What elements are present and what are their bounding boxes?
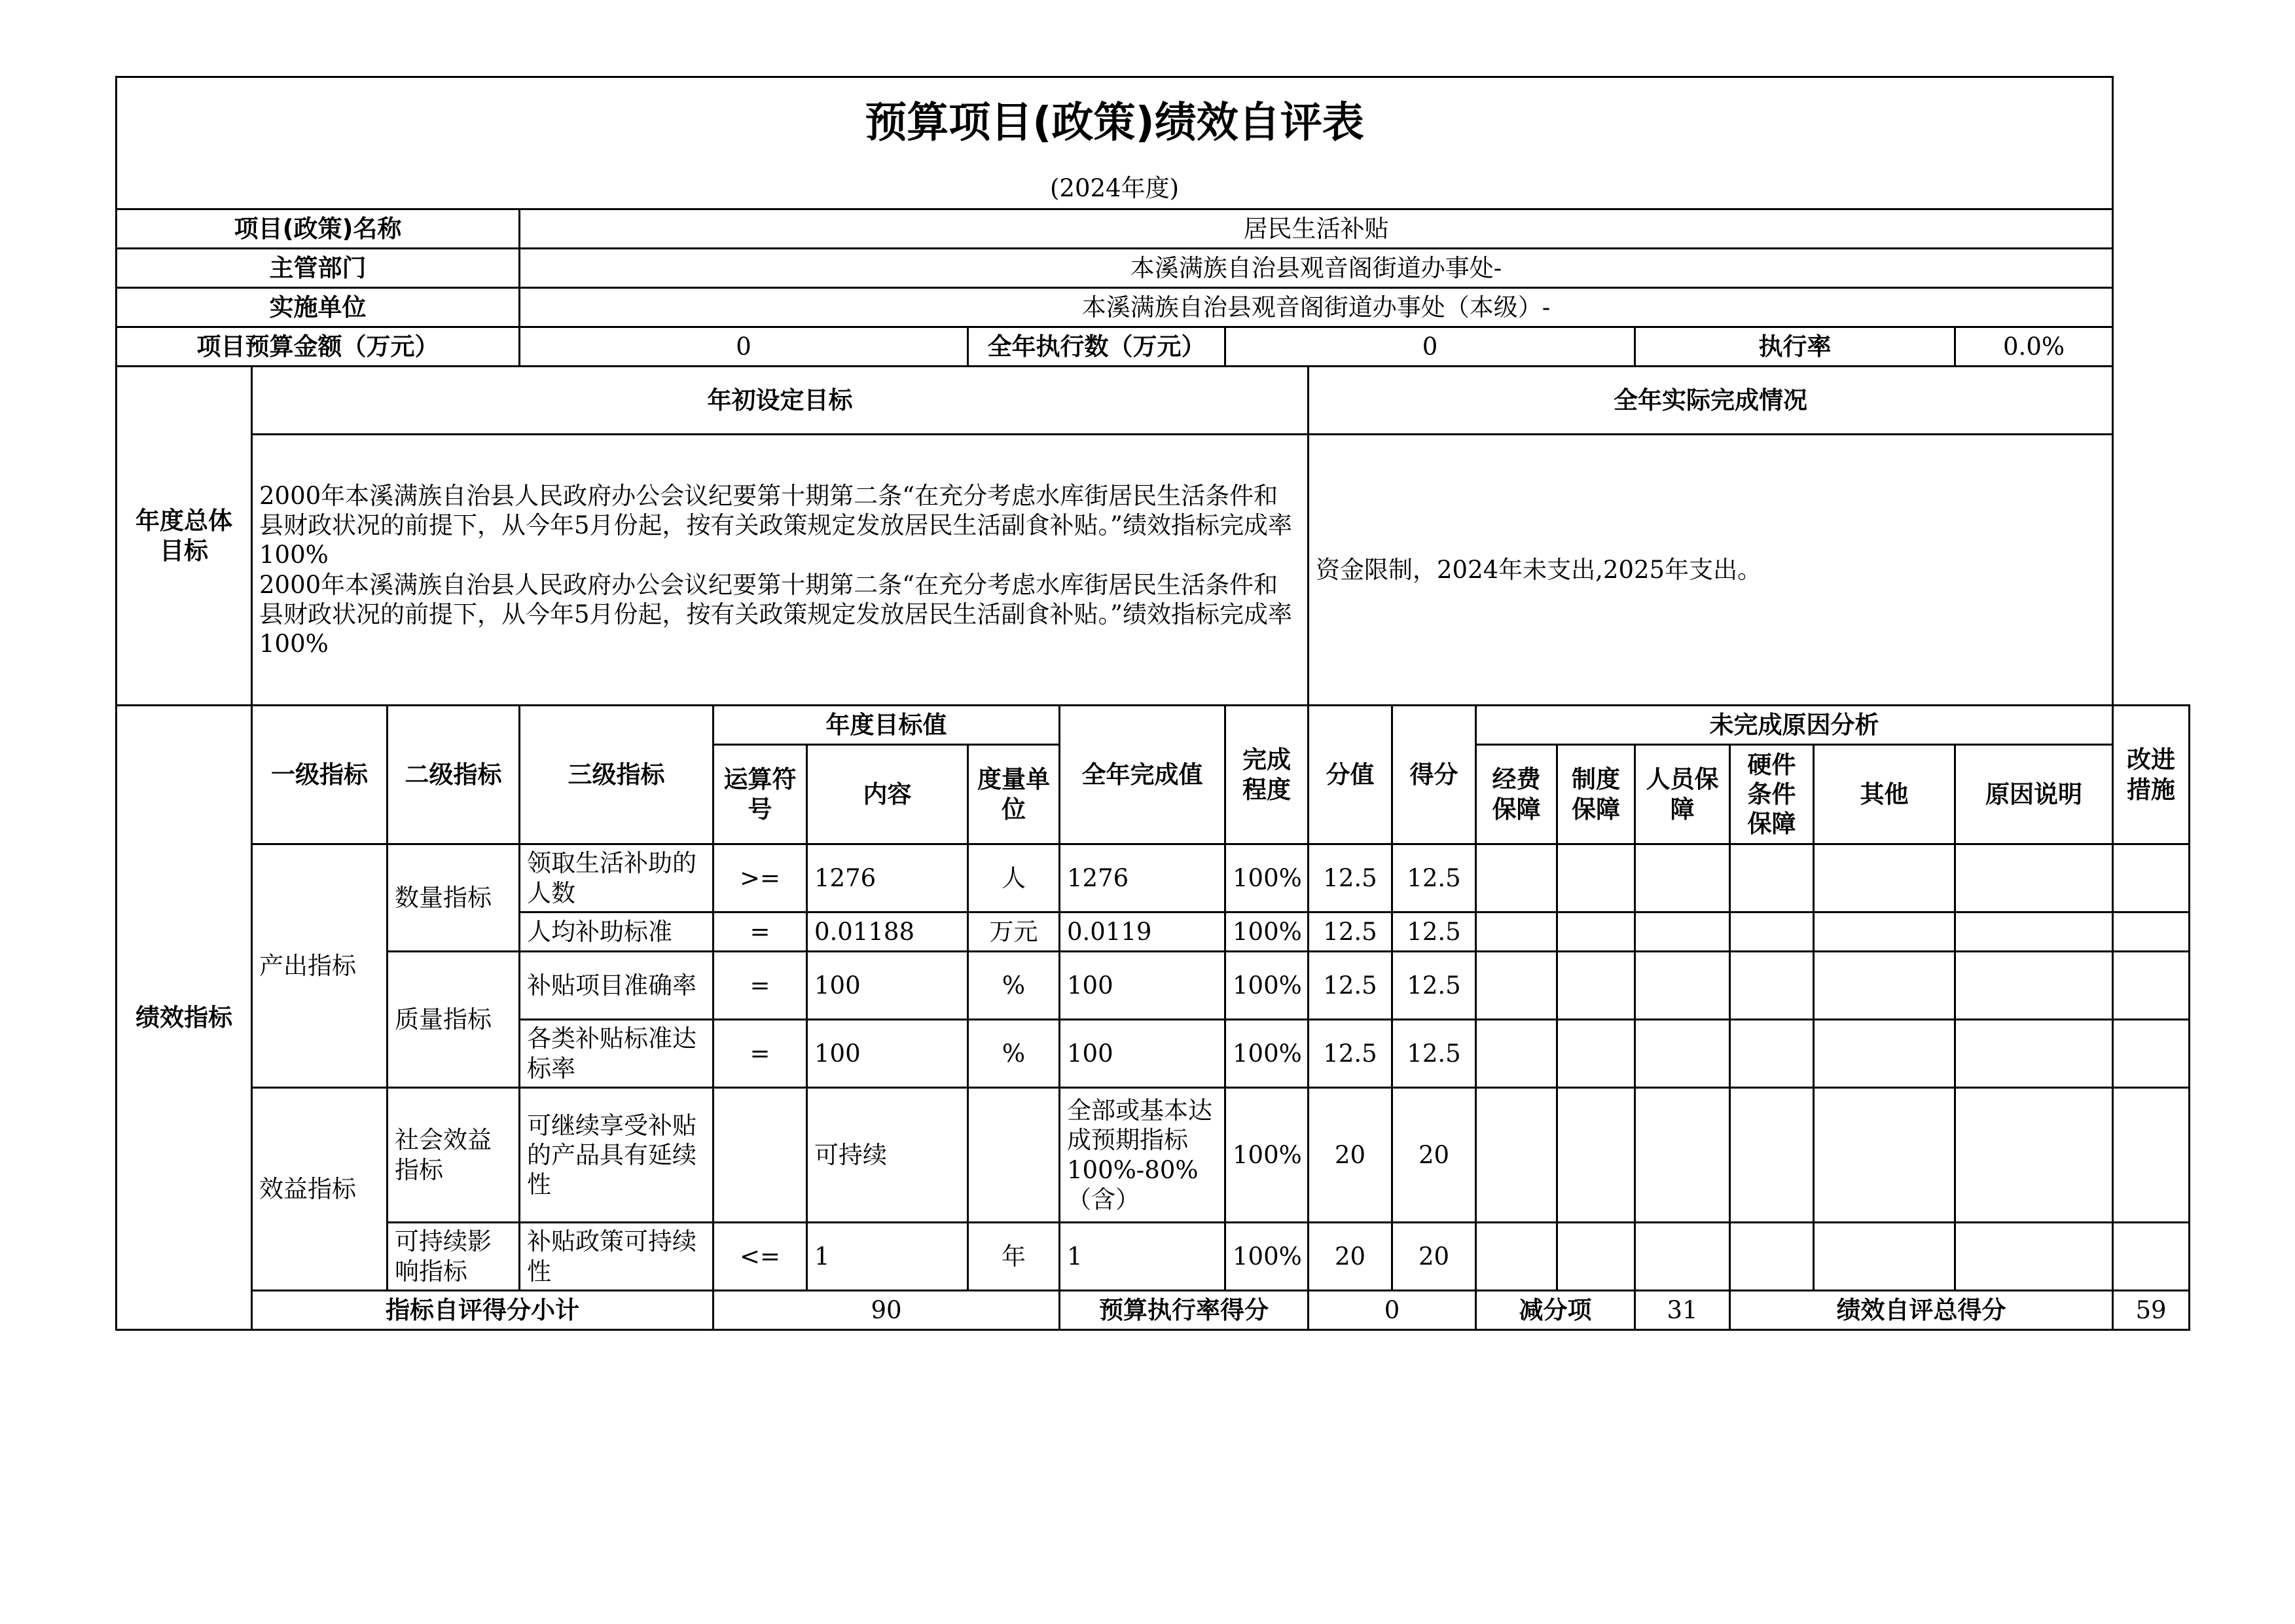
exec-value: 0 xyxy=(1225,327,1635,367)
header-content: 内容 xyxy=(807,745,968,844)
reason-cell xyxy=(1814,952,1955,1020)
initial-goal-text xyxy=(252,435,1309,706)
indicator-value: 12.5 xyxy=(1309,1020,1392,1088)
indicator-done: 1276 xyxy=(1060,844,1225,912)
subtotal-value: 90 xyxy=(714,1291,1060,1330)
indicator-op: <= xyxy=(714,1223,807,1291)
indicator-name: 补贴政策可持续性 xyxy=(520,1223,714,1291)
reason-cell xyxy=(1814,1088,1955,1223)
improve-cell xyxy=(2113,912,2190,952)
actual-text: 资金限制，2024年未支出,2025年支出。 xyxy=(1309,435,2113,706)
reason-cell xyxy=(1730,1223,1814,1291)
group-quality: 质量指标 xyxy=(388,952,520,1088)
reason-cell xyxy=(1955,952,2113,1020)
reason-cell xyxy=(1730,1088,1814,1223)
indicator-unit: 年 xyxy=(968,1223,1060,1291)
improve-cell xyxy=(2113,844,2190,912)
improve-cell xyxy=(2113,1020,2190,1088)
header-target-group: 年度目标值 xyxy=(714,706,1060,745)
perf-label: 绩效指标 xyxy=(117,706,252,1330)
group-quantity: 数量指标 xyxy=(388,844,520,952)
indicator-unit: 万元 xyxy=(968,912,1060,952)
indicator-op: = xyxy=(714,952,807,1020)
indicator-content: 100 xyxy=(807,952,968,1020)
reason-cell xyxy=(1955,1020,2113,1088)
indicator-score: 12.5 xyxy=(1392,1020,1476,1088)
indicator-done: 全部或基本达成预期指标100%-80%（含） xyxy=(1060,1088,1225,1223)
group-sustain: 可持续影响指标 xyxy=(388,1223,520,1291)
header-other: 其他 xyxy=(1814,745,1955,844)
improve-cell xyxy=(2113,1223,2190,1291)
project-name: 居民生活补贴 xyxy=(520,209,2113,249)
rate-value: 0.0% xyxy=(1955,327,2113,367)
reason-cell xyxy=(1557,912,1635,952)
actual-header: 全年实际完成情况 xyxy=(1309,367,2113,435)
indicator-op: >= xyxy=(714,844,807,912)
indicator-name: 人均补助标准 xyxy=(520,912,714,952)
reason-cell xyxy=(1476,844,1557,912)
unit-label: 实施单位 xyxy=(117,288,520,327)
indicator-value: 20 xyxy=(1309,1223,1392,1291)
header-level2: 二级指标 xyxy=(388,706,520,844)
budget-score-label: 预算执行率得分 xyxy=(1060,1291,1309,1330)
header-fund: 经费保障 xyxy=(1476,745,1557,844)
indicator-value: 12.5 xyxy=(1309,952,1392,1020)
budget-score-value: 0 xyxy=(1309,1291,1476,1330)
header-score: 得分 xyxy=(1392,706,1476,844)
header-staff: 人员保障 xyxy=(1635,745,1730,844)
indicator-content: 1 xyxy=(807,1223,968,1291)
reason-cell xyxy=(1730,1020,1814,1088)
indicator-name: 领取生活补助的人数 xyxy=(520,844,714,912)
header-degree: 完成程度 xyxy=(1225,706,1309,844)
header-op: 运算符号 xyxy=(714,745,807,844)
group-benefit: 效益指标 xyxy=(252,1088,388,1291)
reason-cell xyxy=(1814,1020,1955,1088)
improve-cell xyxy=(2113,1088,2190,1223)
indicator-unit: % xyxy=(968,1020,1060,1088)
header-improve: 改进措施 xyxy=(2113,706,2190,844)
indicator-name: 补贴项目准确率 xyxy=(520,952,714,1020)
project-name-label: 项目(政策)名称 xyxy=(117,209,520,249)
header-reason-group: 未完成原因分析 xyxy=(1476,706,2113,745)
indicator-value: 12.5 xyxy=(1309,912,1392,952)
reason-cell xyxy=(1476,1223,1557,1291)
indicator-degree: 100% xyxy=(1225,1223,1309,1291)
header-reason-desc: 原因说明 xyxy=(1955,745,2113,844)
indicator-degree: 100% xyxy=(1225,952,1309,1020)
indicator-content: 100 xyxy=(807,1020,968,1088)
improve-cell xyxy=(2113,952,2190,1020)
budget-label: 项目预算金额（万元） xyxy=(117,327,520,367)
reason-cell xyxy=(1476,1088,1557,1223)
indicator-value: 20 xyxy=(1309,1088,1392,1223)
indicator-score: 12.5 xyxy=(1392,844,1476,912)
header-system: 制度保障 xyxy=(1557,745,1635,844)
reason-cell xyxy=(1955,844,2113,912)
reason-cell xyxy=(1635,952,1730,1020)
reason-cell xyxy=(1635,1088,1730,1223)
page-title: 预算项目(政策)绩效自评表 xyxy=(117,77,2113,169)
indicator-name: 可继续享受补贴的产品具有延续性 xyxy=(520,1088,714,1223)
reason-cell xyxy=(1955,1088,2113,1223)
annual-goal-label: 年度总体目标 xyxy=(117,367,252,706)
indicator-degree: 100% xyxy=(1225,844,1309,912)
exec-label: 全年执行数（万元） xyxy=(968,327,1225,367)
indicator-unit: 人 xyxy=(968,844,1060,912)
indicator-value: 12.5 xyxy=(1309,844,1392,912)
indicator-op: = xyxy=(714,912,807,952)
reason-cell xyxy=(1476,952,1557,1020)
fiscal-year: (2024年度) xyxy=(117,169,2113,209)
reason-cell xyxy=(1557,1020,1635,1088)
reason-cell xyxy=(1814,1223,1955,1291)
dept-value: 本溪满族自治县观音阁街道办事处- xyxy=(520,249,2113,288)
deduct-label: 减分项 xyxy=(1476,1291,1635,1330)
total-value: 59 xyxy=(2113,1291,2190,1330)
reason-cell xyxy=(1730,912,1814,952)
indicator-done: 100 xyxy=(1060,1020,1225,1088)
reason-cell xyxy=(1557,1223,1635,1291)
unit-value: 本溪满族自治县观音阁街道办事处（本级）- xyxy=(520,288,2113,327)
subtotal-label: 指标自评得分小计 xyxy=(252,1291,714,1330)
indicator-op: = xyxy=(714,1020,807,1088)
deduct-value: 31 xyxy=(1635,1291,1730,1330)
indicator-score: 20 xyxy=(1392,1088,1476,1223)
reason-cell xyxy=(1730,952,1814,1020)
reason-cell xyxy=(1814,844,1955,912)
reason-cell xyxy=(1557,952,1635,1020)
performance-table xyxy=(115,76,2190,1331)
header-hardware: 硬件条件保障 xyxy=(1730,745,1814,844)
reason-cell xyxy=(1476,1020,1557,1088)
total-label: 绩效自评总得分 xyxy=(1730,1291,2113,1330)
header-score-value: 分值 xyxy=(1309,706,1392,844)
header-level1: 一级指标 xyxy=(252,706,388,844)
goal-paragraph: 2000年本溪满族自治县人民政府办公会议纪要第十期第二条“在充分考虑水库街居民生活条件和县财政状况的前提下，从今年5月份起，按有关政策规定发放居民生活副食补贴。”绩效指标完成率100% xyxy=(259,570,1292,658)
reason-cell xyxy=(1814,912,1955,952)
indicator-content: 可持续 xyxy=(807,1088,968,1223)
indicator-score: 12.5 xyxy=(1392,912,1476,952)
indicator-degree: 100% xyxy=(1225,912,1309,952)
reason-cell xyxy=(1955,1223,2113,1291)
reason-cell xyxy=(1476,912,1557,952)
indicator-done: 0.0119 xyxy=(1060,912,1225,952)
indicator-name: 各类补贴标准达标率 xyxy=(520,1020,714,1088)
initial-goal-header: 年初设定目标 xyxy=(252,367,1309,435)
indicator-op xyxy=(714,1088,807,1223)
goal-paragraph: 2000年本溪满族自治县人民政府办公会议纪要第十期第二条“在充分考虑水库街居民生活条件和县财政状况的前提下，从今年5月份起，按有关政策规定发放居民生活副食补贴。”绩效指标完成率100% xyxy=(259,482,1292,569)
indicator-done: 100 xyxy=(1060,952,1225,1020)
indicator-content: 1276 xyxy=(807,844,968,912)
reason-cell xyxy=(1635,1223,1730,1291)
header-full-year: 全年完成值 xyxy=(1060,706,1225,844)
reason-cell xyxy=(1557,844,1635,912)
reason-cell xyxy=(1635,912,1730,952)
budget-value: 0 xyxy=(520,327,968,367)
reason-cell xyxy=(1730,844,1814,912)
indicator-unit xyxy=(968,1088,1060,1223)
indicator-score: 12.5 xyxy=(1392,952,1476,1020)
reason-cell xyxy=(1635,844,1730,912)
dept-label: 主管部门 xyxy=(117,249,520,288)
indicator-done: 1 xyxy=(1060,1223,1225,1291)
reason-cell xyxy=(1557,1088,1635,1223)
indicator-degree: 100% xyxy=(1225,1020,1309,1088)
indicator-score: 20 xyxy=(1392,1223,1476,1291)
reason-cell xyxy=(1635,1020,1730,1088)
indicator-unit: % xyxy=(968,952,1060,1020)
indicator-degree: 100% xyxy=(1225,1088,1309,1223)
indicator-content: 0.01188 xyxy=(807,912,968,952)
group-output: 产出指标 xyxy=(252,844,388,1088)
rate-label: 执行率 xyxy=(1635,327,1955,367)
group-social: 社会效益指标 xyxy=(388,1088,520,1223)
reason-cell xyxy=(1955,912,2113,952)
header-level3: 三级指标 xyxy=(520,706,714,844)
header-measure: 度量单位 xyxy=(968,745,1060,844)
